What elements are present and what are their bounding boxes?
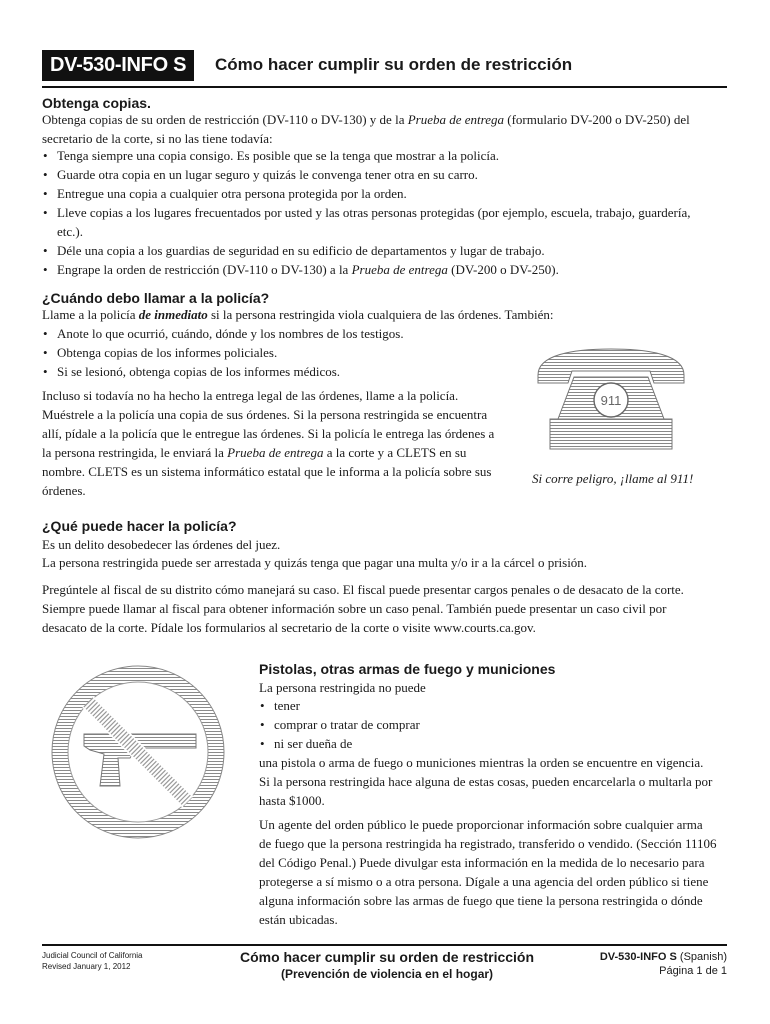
footer-form-info xyxy=(600,950,727,978)
list-item: • Entregue una copia a cualquier otra persona protegida por la orden. xyxy=(42,184,712,203)
footer-language: (Spanish) xyxy=(679,951,727,963)
when-call-police-paragraph: Incluso si todavía no ha hecho la entrega legal de las órdenes, llame a la policía. Muéstrele a la policía una copia de sus órdenes. Si la persona restringida se encuentra allí, pídale a la policía que le entregue las órdenes. Si la policía le entrega las órdenes a la persona restringida, le enviará la Prueba de entrega a la corte y a CLETS en su nombre. CLETS es un sistema informático estatal que le informa a la policía sobre sus órdenes. xyxy=(42,388,495,498)
list-item: • Obtenga copias de los informes policiales. xyxy=(42,343,512,362)
phone-caption: Si corre peligro, ¡llame al 911! xyxy=(532,471,694,486)
footer-title: Cómo hacer cumplir su orden de restricción xyxy=(239,949,535,965)
no-firearms-icon xyxy=(48,662,228,842)
phone-911-label: 911 xyxy=(600,393,622,408)
firearms-intro: La persona restringida no puede xyxy=(259,680,426,695)
obtain-copies-intro: Obtenga copias de su orden de restricción (DV-110 o DV-130) y de la Prueba de entrega (formulario DV-200 o DV-250) del secretario de la corte, si no las tiene todavía: xyxy=(42,112,690,146)
section-heading-what-police-do: ¿Qué puede hacer la policía? xyxy=(42,518,237,534)
list-item: • ni ser dueña de xyxy=(259,734,719,753)
list-item: • Si se lesionó, obtenga copias de los informes médicos. xyxy=(42,362,512,381)
what-police-do-paragraph: Pregúntele al fiscal de su distrito cómo manejará su caso. El fiscal puede presentar cargos penales o de desacato de la corte. Siempre puede llamar al fiscal para obtener información sobre un caso penal. También puede presentar un caso civil por desacato de la corte. Pídale los formularios al secretario de la corte o visite www.courts.ca.gov. xyxy=(42,582,684,635)
what-police-do-line-2: La persona restringida puede ser arrestada y quizás tenga que pagar una multa y/o ir a la cárcel o prisión. xyxy=(42,555,588,570)
list-item: • Lleve copias a los lugares frecuentados por usted y las otras personas protegidas (por ejemplo, escuela, trabajo, guardería, etc.). xyxy=(42,203,712,241)
section-heading-when-call-police: ¿Cuándo debo llamar a la policía? xyxy=(42,290,270,306)
list-item: • Déle una copia a los guardias de seguridad en su edificio de departamentos y lugar de trabajo. xyxy=(42,241,712,260)
firearms-paragraph-1: una pistola o arma de fuego o municiones mientras la orden se encuentre en vigencia. Si la persona restringida hace alguna de estas cosas, pueden encarcelarla o multarla por hasta $1000. xyxy=(259,755,713,808)
firearms-paragraph-2: Un agente del orden público le puede proporcionar información sobre cualquier arma de fuego que la persona restringida ha registrado, transferido o vendido. (Sección 11106 del Código Penal.) Puede divulgar esta información en la medida de lo necesario para protegerse a sí mismo o a otra persona. Dígale a una agencia del orden público si tiene alguna información sobre las armas de fuego que tiene la persona restringida o dónde están ubicadas. xyxy=(259,817,717,927)
list-item: • Guarde otra copia en un lugar seguro y quizás le convenga tener otra en su carro. xyxy=(42,165,712,184)
obtain-copies-list xyxy=(42,146,712,279)
section-heading-firearms: Pistolas, otras armas de fuego y municiones xyxy=(259,661,556,677)
list-item: • tener xyxy=(259,696,719,715)
footer-form-id: DV-530-INFO S xyxy=(599,951,677,963)
when-call-police-list xyxy=(42,324,512,381)
what-police-do-line-1: Es un delito desobedecer las órdenes del juez. xyxy=(42,537,281,552)
footer-publisher xyxy=(42,950,143,972)
footer-revised: Revised January 1, 2012 xyxy=(42,962,131,971)
when-call-police-intro: Llame a la policía de inmediato si la persona restringida viola cualquiera de las órdenes. También: xyxy=(42,307,554,322)
section-heading-obtain-copies: Obtenga copias. xyxy=(42,95,151,111)
list-item: • Tenga siempre una copia consigo. Es posible que se la tenga que mostrar a la policía. xyxy=(42,146,712,165)
firearms-list xyxy=(259,696,719,753)
page-header xyxy=(42,50,727,88)
list-item: • comprar o tratar de comprar xyxy=(259,715,719,734)
footer-council: Judicial Council of California xyxy=(42,951,143,960)
page-title: Cómo hacer cumplir su orden de restricción xyxy=(215,55,573,74)
footer-title-block xyxy=(217,948,557,982)
page-footer xyxy=(42,944,727,986)
form-id-badge: DV-530-INFO S xyxy=(42,50,194,81)
telephone-911-icon xyxy=(532,347,690,457)
footer-subtitle: (Prevención de violencia en el hogar) xyxy=(280,967,494,981)
list-item: • Anote lo que ocurrió, cuándo, dónde y los nombres de los testigos. xyxy=(42,324,512,343)
list-item: • Engrape la orden de restricción (DV-110 o DV-130) a la Prueba de entrega (DV-200 o DV-250). xyxy=(42,260,712,279)
footer-page-number: Página 1 de 1 xyxy=(659,965,727,977)
